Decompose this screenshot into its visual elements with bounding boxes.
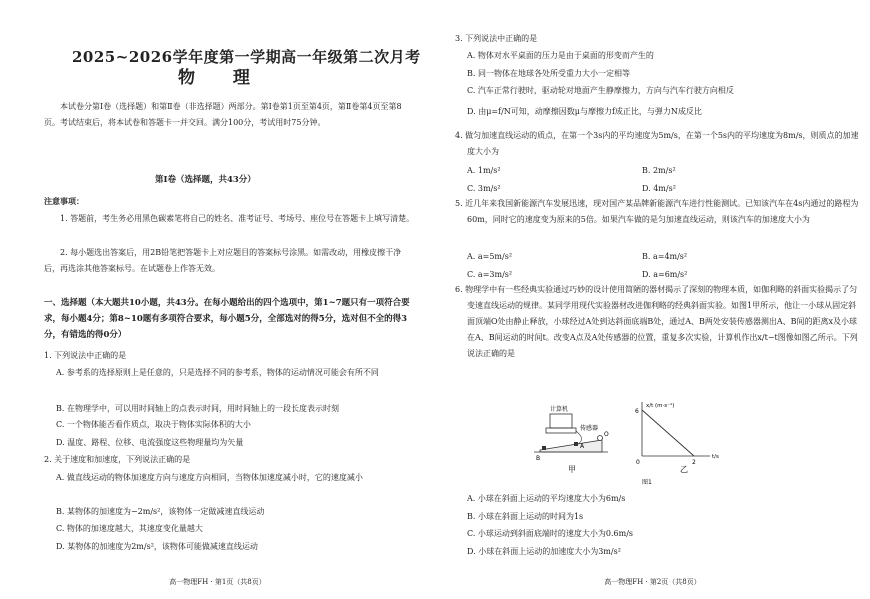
notice-1: 1. 答题前，考生务必用黑色碳素笔将自己的姓名、准考证号、考场号、座位号在答题卡上填写清楚。: [60, 214, 415, 223]
graph-origin-label: 0: [636, 459, 640, 466]
q3-option-c: C. 汽车正常行驶时，驱动轮对地面产生静摩擦力，方向与汽车行驶方向相反: [467, 86, 734, 95]
q6-stem: 6. 物理学中有一些经典实验通过巧妙的设计使用简陋的器材揭示了深刻的物理本质，如伽利略的斜面实验揭示了匀变速直线运动的规律。某同学用现代实验器材改进伽利略的经典斜面实验。如图1甲所示，他让一小球从固定斜面顶端O处由静止释放，小球经过A处到达斜面底端B处，通过A、B两处安装传感器测出A、B间的距离x及小球在A、B间运动的时间t。改变A点及A处传感器的位置，重复多次实验，计算机作出x/t−t图像如图乙所示。下列说法正确的是: [455, 285, 858, 358]
graph-x-tick-2: 2: [692, 459, 696, 466]
q4-option-a: A. 1m/s²: [467, 166, 501, 175]
q2-option-d: D. 某物体的加速度为2m/s²，该物体可能做减速直线运动: [56, 542, 258, 551]
notice-heading: 注意事项：: [44, 196, 84, 206]
q6-option-b: B. 小球在斜面上运动的时间为1s: [467, 512, 584, 521]
q3-option-d: D. 由μ=f/N可知，动摩擦因数μ与摩擦力f成正比，与弹力N成反比: [467, 107, 702, 116]
q5-option-b: B. a=4m/s²: [642, 252, 688, 261]
sensor-a: [574, 442, 578, 446]
graph-y-label: x/t (m·s⁻¹): [646, 403, 675, 409]
q2-option-b: B. 某物体的加速度为−2m/s²，该物体一定做减速直线运动: [56, 507, 265, 516]
point-a-label: A: [580, 443, 585, 450]
q5-option-c: C. a=3m/s²: [467, 270, 513, 279]
label-yi: 乙: [680, 465, 688, 474]
sensor-label: 传感器: [580, 425, 599, 432]
q2-stem: 2. 关于速度和加速度，下列说法正确的是: [44, 455, 191, 464]
q5-stem: 5. 近几年来我国新能源汽车发展迅速，现对国产某品牌新能源汽车进行性能测试。已知该汽车在4s内通过的路程为60m，同时它的速度变为原来的5倍。如果汽车做的是匀加速直线运动，则该汽车的加速度大小为: [455, 199, 859, 224]
graph-y-tick-6: 6: [635, 408, 639, 415]
point-o-label: O: [604, 431, 609, 438]
section1-heading: 一、选择题（本大题共10小题，共43分。在每小题给出的四个选项中，第1~7题只有一项符合要求，每小题4分；第8~10题有多项符合要求，每小题5分，全部选对的得5分，选对但不全的得3分，有错选的得0分）: [44, 298, 410, 340]
q1-stem: 1. 下列说法中正确的是: [44, 351, 127, 360]
q4-stem: 4. 做匀加速直线运动的质点，在第一个3s内的平均速度为5m/s，在第一个5s内的平均速度为8m/s，则质点的加速度大小为: [455, 131, 859, 156]
exam-title: 2025~2026学年度第一学期高一年级第二次月考: [72, 48, 421, 66]
computer-keyboard: [546, 428, 576, 433]
incline-plane: [540, 440, 602, 452]
q1-option-c: C. 一个物体能否看作质点，取决于物体实际体积的大小: [56, 420, 251, 429]
q2-option-a: A. 做直线运动的物体加速度方向与速度方向相同，当物体加速度减小时，它的速度减小: [56, 473, 363, 482]
page-footer: 高一物理FH · 第2页（共8页）: [604, 578, 701, 586]
q1-option-a: A. 参考系的选择原则上是任意的，只是选择不同的参考系，物体的运动情况可能会有所不同: [56, 368, 379, 377]
graph-data-line: [642, 410, 694, 456]
q6-option-d: D. 小球在斜面上运动的加速度大小为3m/s²: [467, 547, 621, 556]
computer-label: 计算机: [550, 406, 569, 413]
q6-option-a: A. 小球在斜面上运动的平均速度大小为6m/s: [467, 494, 626, 503]
q4-option-b: B. 2m/s²: [642, 166, 676, 175]
q1-option-d: D. 温度、路程、位移、电流强度这些物理量均为矢量: [56, 438, 244, 447]
xt-t-graph: [635, 402, 719, 474]
point-b-label: B: [536, 455, 541, 462]
q2-option-c: C. 物体的加速度越大，其速度变化量越大: [56, 524, 203, 533]
label-jia: 甲: [568, 465, 576, 474]
sensor-b: [542, 446, 546, 450]
q3-stem: 3. 下列说法中正确的是: [455, 34, 538, 43]
part1-heading: 第Ⅰ卷（选择题，共43分）: [155, 175, 256, 185]
intro-text: 本试卷分第Ⅰ卷（选择题）和第Ⅱ卷（非选择题）两部分。第Ⅰ卷第1页至第4页，第Ⅱ卷第4页至第8页。考试结束后，将本试卷和答题卡一并交回。满分100分，考试用时75分钟。: [44, 102, 402, 127]
computer-monitor: [550, 414, 572, 428]
q6-option-c: C. 小球运动到斜面底端时的速度大小为0.6m/s: [467, 529, 634, 538]
q5-option-d: D. a=6m/s²: [642, 270, 688, 279]
notice-2: 2. 每小题选出答案后，用2B铅笔把答题卡上对应题目的答案标号涂黑。如需改动，用橡皮擦干净后，再选涂其他答案标号。在试题卷上作答无效。: [44, 248, 402, 273]
subject-title: 物 理: [178, 68, 266, 88]
graph-x-label: t/s: [712, 454, 719, 460]
q3-option-b: B. 同一物体在地球各处所受重力大小一定相等: [467, 69, 630, 78]
figure-1: [530, 400, 770, 488]
q4-option-c: C. 3m/s²: [467, 184, 501, 193]
apparatus-diagram: [534, 405, 609, 474]
q1-option-b: B. 在物理学中，可以用时间轴上的点表示时间，用时间轴上的一段长度表示时刻: [56, 404, 339, 413]
page-footer: 高一物理FH · 第1页（共8页）: [169, 578, 266, 586]
q5-option-a: A. a=5m/s²: [467, 252, 513, 261]
figure-caption: 图1: [642, 479, 652, 486]
page-2: [435, 0, 870, 599]
q4-option-d: D. 4m/s²: [642, 184, 676, 193]
ball: [598, 436, 603, 441]
q3-option-a: A. 物体对水平桌面的压力是由于桌面的形变而产生的: [467, 51, 654, 60]
